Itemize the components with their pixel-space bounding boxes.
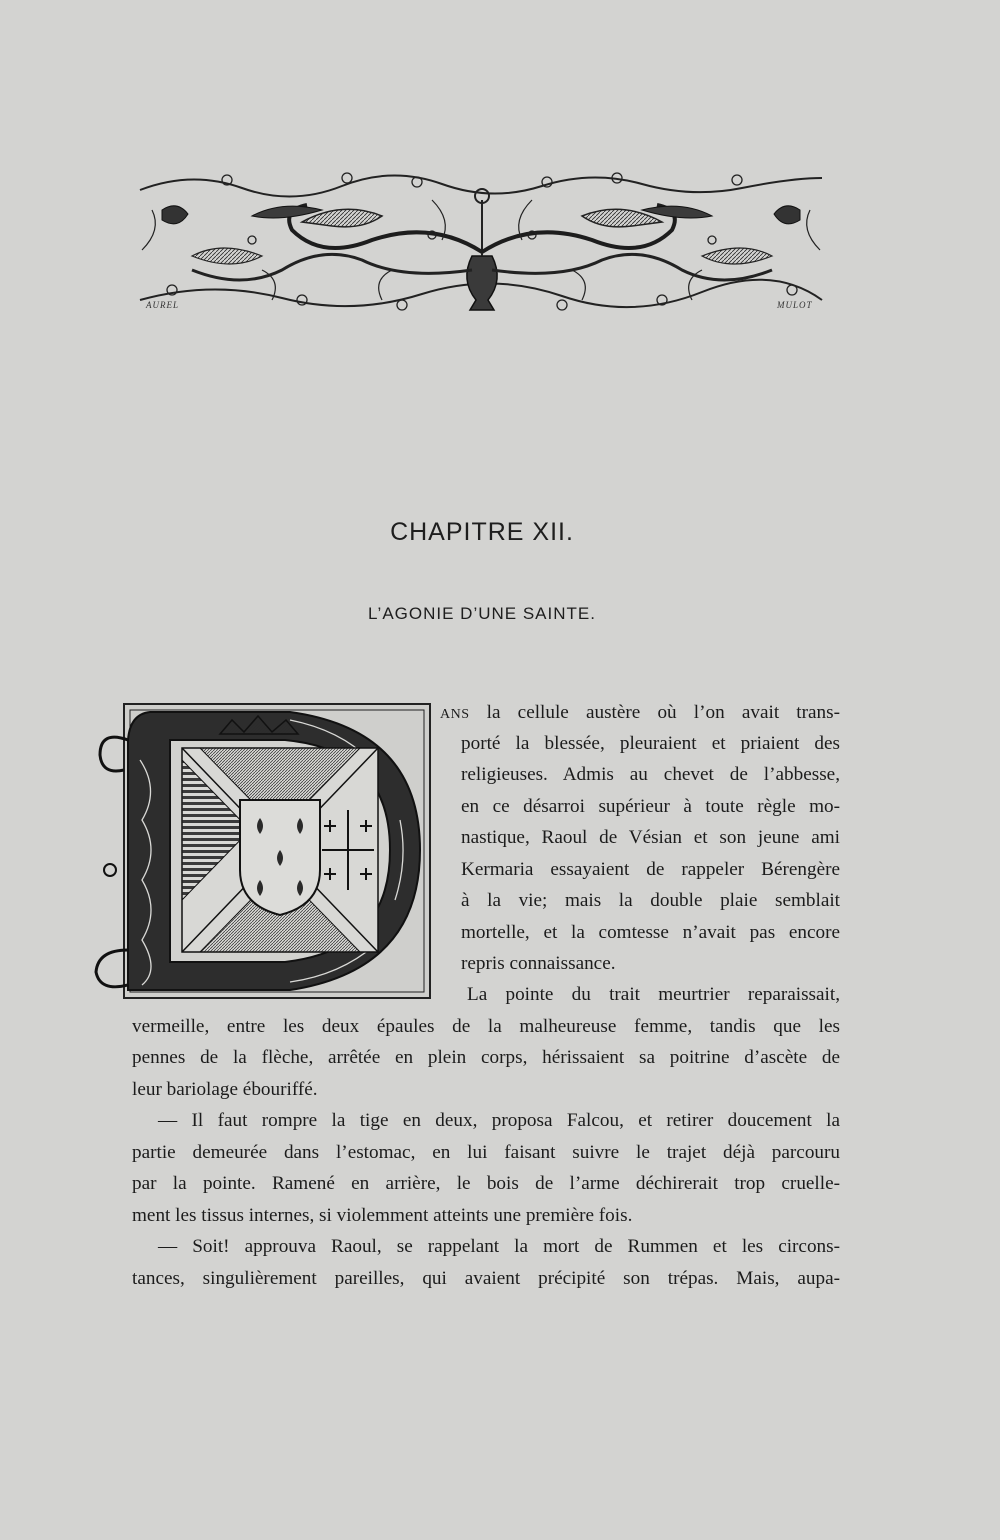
text-line: repris connaissance. xyxy=(461,953,616,974)
text-line: tances, singulièrement pareilles, qui avaient précipité son trépas. Mais, aupa- xyxy=(132,1268,840,1289)
text-line: La pointe du trait meurtrier reparaissait, xyxy=(467,984,840,1005)
text-line: par la pointe. Ramené en arrière, le bois de l’arme déchirerait trop cruelle- xyxy=(132,1173,840,1194)
initial-smallcaps: ANS xyxy=(440,707,470,722)
ornamental-headband xyxy=(132,160,830,318)
text-line: à la vie; mais la double plaie semblait xyxy=(461,890,840,911)
text-line: — Soit! approuva Raoul, se rappelant la mort de Rummen et les circons- xyxy=(158,1236,840,1257)
text-line: ANS la cellule austère où l’on avait trans- xyxy=(440,702,840,723)
text-line: — Il faut rompre la tige en deux, proposa Falcou, et retirer doucement la xyxy=(158,1110,840,1131)
chapter-title: CHAPITRE XII. xyxy=(390,518,574,546)
engraver-signature-right: MULOT xyxy=(777,300,813,310)
text-line: nastique, Raoul de Vésian et son jeune ami xyxy=(461,827,840,848)
text-line: ment les tissus internes, si violemment atteints une première fois. xyxy=(132,1205,633,1226)
text-line: en ce désarroi supérieur à toute règle mo- xyxy=(461,796,840,817)
text-line: vermeille, entre les deux épaules de la malheureuse femme, tandis que les xyxy=(132,1016,840,1037)
text-line: pennes de la flèche, arrêtée en plein corps, hérissaient sa poitrine d’ascète de xyxy=(132,1047,840,1068)
text-line: leur bariolage ébouriffé. xyxy=(132,1079,318,1100)
text-line: mortelle, et la comtesse n’avait pas encore xyxy=(461,922,840,943)
text-line: partie demeurée dans l’estomac, en lui faisant suivre le trajet déjà parcouru xyxy=(132,1142,840,1163)
text-line: religieuses. Admis au chevet de l’abbesse, xyxy=(461,764,840,785)
engraver-signature-left: AUREL xyxy=(146,300,179,310)
illuminated-initial xyxy=(90,700,432,1000)
text-line: Kermaria essayaient de rappeler Bérengère xyxy=(461,859,840,880)
chapter-subtitle: L’AGONIE D’UNE SAINTE. xyxy=(368,604,596,623)
heraldic-dropcap-d xyxy=(90,700,432,1000)
floral-vine-ornament xyxy=(132,160,830,318)
text-line: porté la blessée, pleuraient et priaient des xyxy=(461,733,840,754)
